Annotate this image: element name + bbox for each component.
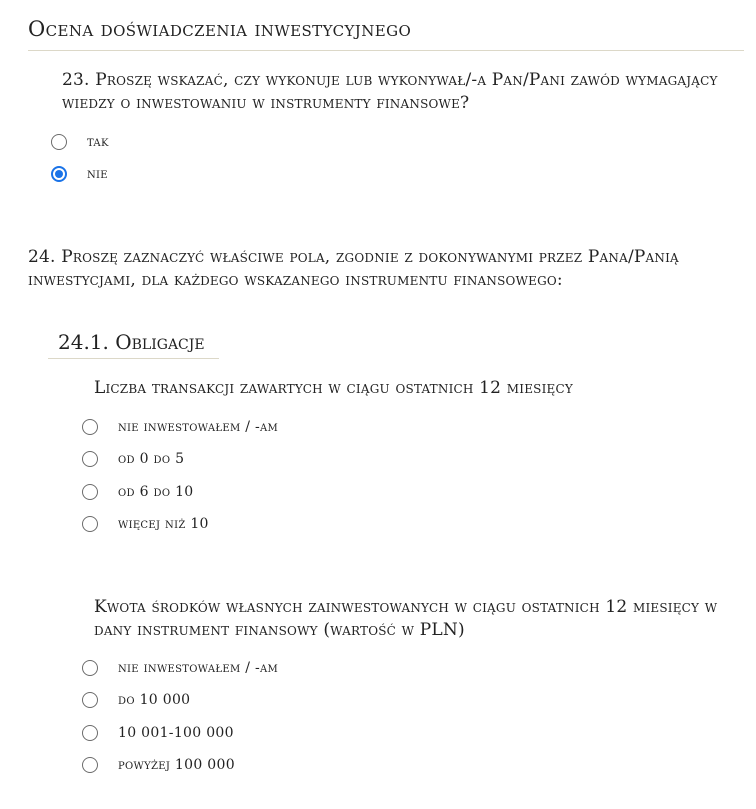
- option-nie[interactable]: [51, 163, 108, 185]
- radio-count-none[interactable]: [82, 419, 98, 435]
- radio-count-0-5[interactable]: [82, 451, 98, 467]
- option-label: więcej niż 10: [118, 516, 209, 532]
- subsection-title: 24.1. Obligacje: [48, 329, 219, 359]
- option-count-0-5[interactable]: [82, 448, 184, 470]
- radio-nie[interactable]: [51, 166, 67, 182]
- option-label: tak: [87, 134, 109, 150]
- section-title: Ocena doświadczenia inwestycyjnego: [28, 14, 744, 51]
- option-count-more-10[interactable]: [82, 513, 209, 535]
- option-label: od 0 do 5: [118, 451, 185, 467]
- option-label: 10 001-100 000: [118, 725, 234, 741]
- question-transaction-count: Liczba transakcji zawartych w ciągu ostatnich 12 miesięcy: [94, 378, 574, 398]
- question-invested-amount: Kwota środków własnych zainwestowanych w ciągu ostatnich 12 miesięcy w dany instrument finansowy (wartość w PLN): [94, 597, 718, 640]
- option-amount-none[interactable]: [82, 657, 278, 679]
- radio-count-6-10[interactable]: [82, 484, 98, 500]
- option-count-6-10[interactable]: [82, 481, 194, 503]
- option-label: nie: [87, 166, 108, 182]
- radio-count-more-10[interactable]: [82, 516, 98, 532]
- option-label: do 10 000: [118, 692, 191, 708]
- option-count-none[interactable]: [82, 416, 278, 438]
- question-24: 24. Proszę zaznaczyć właściwe pola, zgodnie z dokonywanymi przez Pana/Panią inwestycjami, dla każdego wskazanego instrumentu finansowego:: [28, 247, 679, 290]
- radio-amount-10001-100000[interactable]: [82, 725, 98, 741]
- radio-amount-over-100000[interactable]: [82, 757, 98, 773]
- radio-amount-none[interactable]: [82, 660, 98, 676]
- option-label: od 6 do 10: [118, 484, 194, 500]
- radio-amount-upto-10000[interactable]: [82, 692, 98, 708]
- option-label: nie inwestowałem / -am: [118, 419, 279, 435]
- option-amount-upto-10000[interactable]: [82, 689, 190, 711]
- option-label: nie inwestowałem / -am: [118, 660, 279, 676]
- option-label: powyżej 100 000: [118, 757, 235, 773]
- option-amount-over-100000[interactable]: [82, 754, 235, 776]
- question-23: 23. Proszę wskazać, czy wykonuje lub wykonywał/-a Pan/Pani zawód wymagający wiedzy o inwestowaniu w instrumenty finansowe?: [62, 70, 718, 113]
- option-tak[interactable]: [51, 131, 109, 153]
- radio-tak[interactable]: [51, 134, 67, 150]
- option-amount-10001-100000[interactable]: [82, 722, 234, 744]
